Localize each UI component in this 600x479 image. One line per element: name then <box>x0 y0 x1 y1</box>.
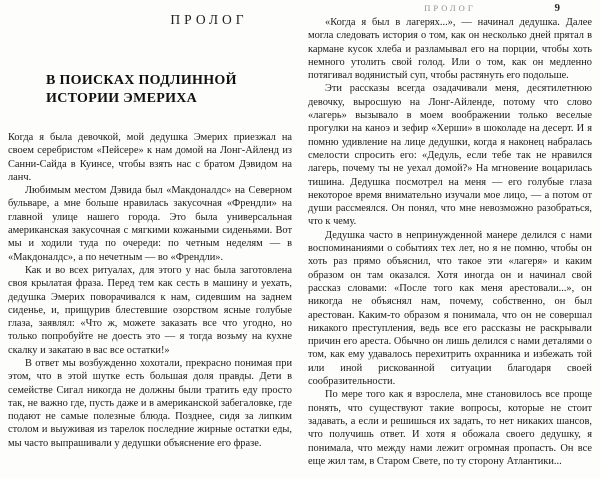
running-header <box>308 3 592 17</box>
right-page <box>308 0 592 479</box>
page-number: 9 <box>554 2 560 14</box>
section-heading-line2: ИСТОРИИ ЭМЕРИХА <box>46 91 198 107</box>
section-heading <box>46 72 292 109</box>
paragraph: По мере того как я взрослела, мне становилось все проще понять, что существуют такие вопросы, которые не стоит задавать, а если и решишься их задать, то нет никаких шансов, что получишь ответ. И хотя я обожала своего дедушку, я понимала, что между нами лежит огромная пропасть. Он все еще жил там, в Старом Свете, по ту сторону Атлантики... <box>308 389 592 467</box>
left-page <box>8 0 292 479</box>
paragraph: Эти рассказы всегда озадачивали меня, десятилетнюю девочку, выросшую на Лонг-Айленде, потому что слово «лагерь» вызывало в моем воображении только веселые прогулки на каноэ и зефир «Херши» в шоколаде на десерт. И я помню удивление на лице дедушки, когда я наконец набралась смелости спросить его: «Дедуль, если тебе так не нравился лагерь, почему ты не уехал домой?» На мгновение воцарилась тишина. Дедушка посмотрел на меня — его голубые глаза некоторое время внимательно изучали мое лицо, — а потом от души рассмеялся. Он понял, что мне невозможно разобраться, что к чему. <box>308 83 592 228</box>
running-title: ПРОЛОГ <box>424 3 476 13</box>
paragraph: Как и во всех ритуалах, для этого у нас была заготовлена своя крылатая фраза. Перед тем как сесть в машину и уехать, дедушка Эмерих поворачивался к нам, сидевшим на заднем сиденье, и, прищурив блестевшие озорством ясные голубые глаза, заявлял: «Что ж, можете заказать все что угодно, но только попробуйте не доесть это — я тогда возьму на кухне скалку и закатаю в вас все остатки!» <box>8 264 292 356</box>
chapter-title: ПРОЛОГ <box>170 12 248 27</box>
paragraph: Любимым местом Дэвида был «Макдоналдс» на Северном бульваре, а мне больше нравилась закусочная «Френдли» на главной улице нашего города. Это была универсальная американская закусочная с мягкими кожаными сиденьями. Вот мы и ходили туда по очереди: по четным неделям — в «Макдоналдс», а по нечетным — во «Френдли». <box>8 185 292 263</box>
section-heading-line1: В ПОИСКАХ ПОДЛИННОЙ <box>46 73 237 88</box>
paragraph: В ответ мы возбужденно хохотали, прекрасно понимая при этом, что в этой шутке есть большая доля правды. Дети в семействе Сигал никогда не должны были тратить еду просто так, не важно где, пусть даже и в американской забегаловке, где подают не самые полезные блюда. Позднее, сидя за липким столом и выуживая из тарелок последние жирные остатки еды, мы часто выпрашивали у дедушки объяснение его фразе. <box>8 357 292 449</box>
paragraph: «Когда я был в лагерях...», — начинал дедушка. Далее могла следовать история о том, как он несколько дней прятал в кармане кусок хлеба и разламывал его на порции, чтобы хоть немного утолить свой голод. Или о том, как он медленно потягивал водянистый суп, чтобы растянуть его подольше. <box>308 17 592 82</box>
paragraph: Когда я была девочкой, мой дедушка Эмерих приезжал на своем серебристом «Пейсере» к нам домой на Лонг-Айленд из Санни-Сайда в Куинсе, чтобы взять нас с братом Дэвидом на ланч. <box>8 131 292 183</box>
paragraph: Дедушка часто в непринужденной манере делился с нами воспоминаниями о событиях тех лет, но я не помню, чтобы он хоть раз прямо объяснил, что такое эти «лагеря» и каким образом он там оказался. Хотя иногда он и начинал свой рассказ словами: «После того как меня арестовали...», он никогда не объяснял нам, почему, собственно, он был арестован. Каким-то образом я понимала, что он не совершал никакого преступления, ведь все его рассказы не раскрывали причин его ареста. Обычно он лишь делился с нами деталями о том, как ему удавалось перехитрить охранника и избежать той или иной рискованной ситуации благодаря своей сообразительности. <box>308 229 592 388</box>
